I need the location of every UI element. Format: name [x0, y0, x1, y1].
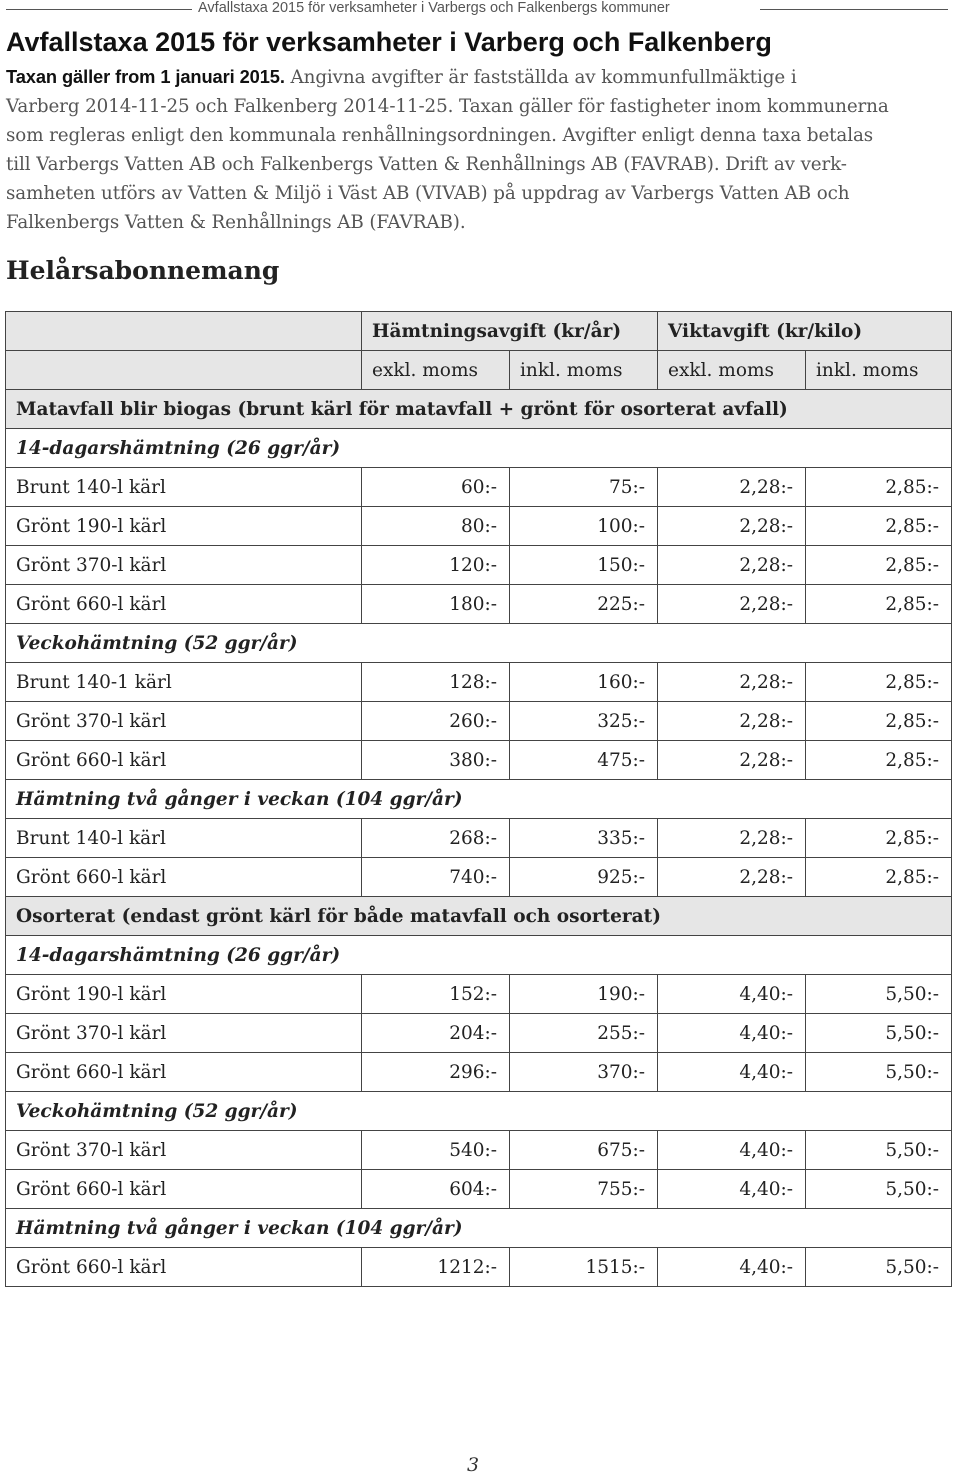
weight-incl-header: inkl. moms: [806, 351, 952, 390]
weight-fee-incl-cell: 5,50:-: [806, 1248, 952, 1287]
weight-fee-excl-cell: 4,40:-: [658, 1248, 806, 1287]
weight-fee-incl-cell: 5,50:-: [806, 975, 952, 1014]
weight-fee-excl-cell: 2,28:-: [658, 663, 806, 702]
weight-fee-excl-cell: 4,40:-: [658, 1131, 806, 1170]
container-label: Brunt 140-1 kärl: [6, 663, 362, 702]
intro-line: till Varbergs Vatten AB och Falkenbergs Vatten & Renhållnings AB (FAVRAB). Drift av verk-: [6, 154, 847, 176]
intro-lead: Taxan gäller from 1 januari 2015.: [6, 66, 285, 87]
table-row: [6, 663, 952, 702]
pickup-fee-excl-cell: 80:-: [362, 507, 510, 546]
pickup-incl-header: inkl. moms: [510, 351, 658, 390]
table-row: [6, 858, 952, 897]
pickup-fee-excl-cell: 296:-: [362, 1053, 510, 1092]
intro-line: [6, 62, 954, 92]
frequency-row: [6, 624, 952, 663]
table-row: [6, 975, 952, 1014]
pickup-fee-incl-cell: 75:-: [510, 468, 658, 507]
table-row: [6, 507, 952, 546]
pickup-fee-excl-cell: 268:-: [362, 819, 510, 858]
container-label: Grönt 370-l kärl: [6, 1014, 362, 1053]
pickup-fee-excl-cell: 120:-: [362, 546, 510, 585]
container-label: Grönt 660-l kärl: [6, 1170, 362, 1209]
container-label: Brunt 140-l kärl: [6, 468, 362, 507]
table-row: [6, 585, 952, 624]
pickup-fee-header: Hämtningsavgift (kr/år): [362, 312, 658, 351]
weight-fee-incl-cell: 2,85:-: [806, 741, 952, 780]
category-row: [6, 390, 952, 429]
frequency-row: [6, 429, 952, 468]
table-row: [6, 1014, 952, 1053]
frequency-label: 14-dagarshämtning (26 ggr/år): [6, 936, 952, 975]
pickup-fee-excl-cell: 540:-: [362, 1131, 510, 1170]
frequency-label: 14-dagarshämtning (26 ggr/år): [6, 429, 952, 468]
weight-fee-incl-cell: 2,85:-: [806, 663, 952, 702]
weight-fee-excl-cell: 2,28:-: [658, 858, 806, 897]
weight-fee-incl-cell: 2,85:-: [806, 858, 952, 897]
page-number: 3: [467, 1454, 480, 1476]
weight-fee-excl-cell: 2,28:-: [658, 546, 806, 585]
subheader-blank-cell: [6, 351, 362, 390]
header-rule-left: [6, 9, 192, 10]
frequency-label: Hämtning två gånger i veckan (104 ggr/år): [6, 780, 952, 819]
weight-fee-incl-cell: 2,85:-: [806, 702, 952, 741]
pickup-fee-incl-cell: 1515:-: [510, 1248, 658, 1287]
pickup-fee-excl-cell: 128:-: [362, 663, 510, 702]
intro-line: Varberg 2014-11-25 och Falkenberg 2014-11-25. Taxan gäller för fastigheter inom kommunerna: [6, 96, 889, 118]
weight-fee-incl-cell: 5,50:-: [806, 1131, 952, 1170]
weight-fee-excl-cell: 4,40:-: [658, 1170, 806, 1209]
pickup-fee-incl-cell: 150:-: [510, 546, 658, 585]
weight-fee-excl-cell: 2,28:-: [658, 468, 806, 507]
header-blank-cell: [6, 312, 362, 351]
container-label: Grönt 190-l kärl: [6, 507, 362, 546]
pickup-fee-incl-cell: 160:-: [510, 663, 658, 702]
weight-fee-excl-cell: 2,28:-: [658, 585, 806, 624]
table-row: [6, 1131, 952, 1170]
weight-fee-excl-cell: 4,40:-: [658, 1053, 806, 1092]
pickup-fee-incl-cell: 190:-: [510, 975, 658, 1014]
pickup-fee-excl-cell: 180:-: [362, 585, 510, 624]
pickup-fee-excl-cell: 1212:-: [362, 1248, 510, 1287]
pickup-fee-incl-cell: 755:-: [510, 1170, 658, 1209]
weight-fee-excl-cell: 2,28:-: [658, 819, 806, 858]
container-label: Grönt 370-l kärl: [6, 546, 362, 585]
table-row: [6, 1170, 952, 1209]
table-header-row: [6, 312, 952, 351]
pickup-fee-incl-cell: 370:-: [510, 1053, 658, 1092]
container-label: Grönt 190-l kärl: [6, 975, 362, 1014]
frequency-row: [6, 936, 952, 975]
header-rule-right: [760, 9, 948, 10]
pickup-fee-incl-cell: 325:-: [510, 702, 658, 741]
weight-fee-incl-cell: 5,50:-: [806, 1053, 952, 1092]
document-title: Avfallstaxa 2015 för verksamheter i Varberg och Falkenberg: [6, 27, 772, 57]
weight-excl-header: exkl. moms: [658, 351, 806, 390]
table-row: [6, 1248, 952, 1287]
container-label: Grönt 660-l kärl: [6, 741, 362, 780]
container-label: Grönt 660-l kärl: [6, 1053, 362, 1092]
frequency-label: Hämtning två gånger i veckan (104 ggr/år): [6, 1209, 952, 1248]
fee-table-body: [6, 390, 952, 1287]
weight-fee-incl-cell: 2,85:-: [806, 546, 952, 585]
weight-fee-excl-cell: 2,28:-: [658, 507, 806, 546]
section-heading: Helårsabonnemang: [6, 256, 280, 285]
intro-line-text: Angivna avgifter är fastställda av kommunfullmäktige i: [284, 67, 797, 88]
weight-fee-excl-cell: 4,40:-: [658, 975, 806, 1014]
container-label: Grönt 660-l kärl: [6, 585, 362, 624]
weight-fee-excl-cell: 2,28:-: [658, 741, 806, 780]
weight-fee-incl-cell: 2,85:-: [806, 507, 952, 546]
frequency-row: [6, 1092, 952, 1131]
pickup-fee-incl-cell: 100:-: [510, 507, 658, 546]
pickup-fee-excl-cell: 260:-: [362, 702, 510, 741]
container-label: Grönt 660-l kärl: [6, 1248, 362, 1287]
table-row: [6, 819, 952, 858]
intro-line: Falkenbergs Vatten & Renhållnings AB (FAVRAB).: [6, 212, 466, 234]
pickup-fee-incl-cell: 475:-: [510, 741, 658, 780]
frequency-label: Veckohämtning (52 ggr/år): [6, 1092, 952, 1131]
intro-line: som regleras enligt den kommunala renhållningsordningen. Avgifter enligt denna taxa betalas: [6, 125, 874, 147]
category-title: Matavfall blir biogas (brunt kärl för matavfall + grönt för osorterat avfall): [6, 390, 952, 429]
table-row: [6, 1053, 952, 1092]
pickup-fee-incl-cell: 225:-: [510, 585, 658, 624]
container-label: Brunt 140-l kärl: [6, 819, 362, 858]
running-header-text: Avfallstaxa 2015 för verksamheter i Varbergs och Falkenbergs kommuner: [198, 0, 670, 16]
category-row: [6, 897, 952, 936]
fee-table: [5, 311, 952, 1287]
table-row: [6, 702, 952, 741]
pickup-fee-incl-cell: 335:-: [510, 819, 658, 858]
weight-fee-excl-cell: 2,28:-: [658, 702, 806, 741]
table-row: [6, 468, 952, 507]
table-subheader-row: [6, 351, 952, 390]
container-label: Grönt 370-l kärl: [6, 1131, 362, 1170]
container-label: Grönt 660-l kärl: [6, 858, 362, 897]
pickup-fee-excl-cell: 740:-: [362, 858, 510, 897]
intro-line: samheten utförs av Vatten & Miljö i Väst AB (VIVAB) på uppdrag av Varbergs Vatten AB och: [6, 183, 850, 205]
frequency-label: Veckohämtning (52 ggr/år): [6, 624, 952, 663]
weight-fee-excl-cell: 4,40:-: [658, 1014, 806, 1053]
category-title: Osorterat (endast grönt kärl för både matavfall och osorterat): [6, 897, 952, 936]
pickup-fee-excl-cell: 604:-: [362, 1170, 510, 1209]
pickup-fee-incl-cell: 925:-: [510, 858, 658, 897]
pickup-fee-excl-cell: 60:-: [362, 468, 510, 507]
pickup-fee-incl-cell: 675:-: [510, 1131, 658, 1170]
weight-fee-incl-cell: 2,85:-: [806, 819, 952, 858]
pickup-fee-excl-cell: 204:-: [362, 1014, 510, 1053]
weight-fee-incl-cell: 5,50:-: [806, 1170, 952, 1209]
weight-fee-incl-cell: 2,85:-: [806, 585, 952, 624]
pickup-fee-incl-cell: 255:-: [510, 1014, 658, 1053]
weight-fee-header: Viktavgift (kr/kilo): [658, 312, 952, 351]
table-row: [6, 741, 952, 780]
weight-fee-incl-cell: 2,85:-: [806, 468, 952, 507]
pickup-fee-excl-cell: 380:-: [362, 741, 510, 780]
weight-fee-incl-cell: 5,50:-: [806, 1014, 952, 1053]
table-row: [6, 546, 952, 585]
frequency-row: [6, 780, 952, 819]
pickup-fee-excl-cell: 152:-: [362, 975, 510, 1014]
pickup-excl-header: exkl. moms: [362, 351, 510, 390]
frequency-row: [6, 1209, 952, 1248]
running-header: [0, 0, 948, 18]
intro-paragraph: [6, 62, 954, 238]
container-label: Grönt 370-l kärl: [6, 702, 362, 741]
